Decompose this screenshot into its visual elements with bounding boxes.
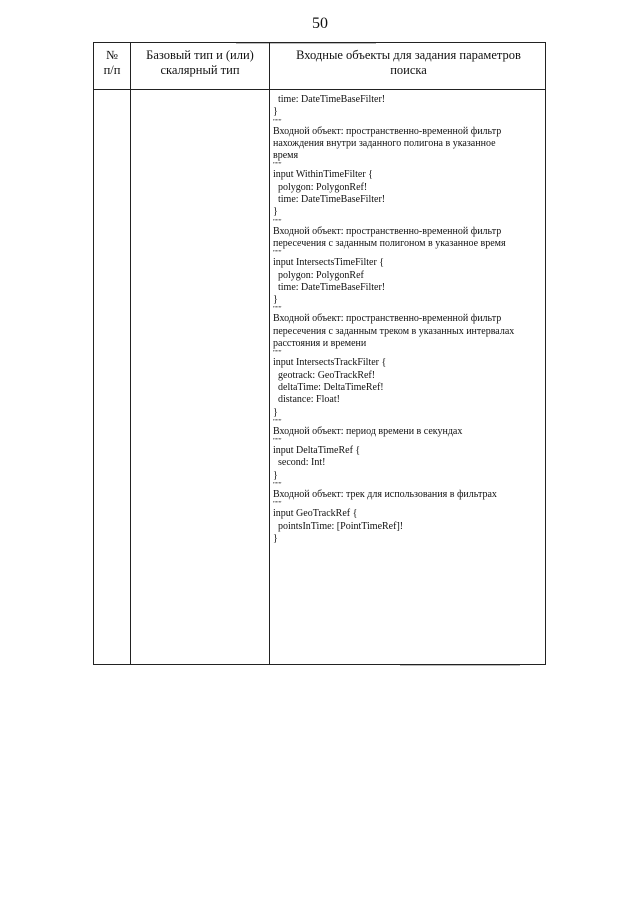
code-line: geotrack: GeoTrackRef! — [273, 369, 376, 381]
code-line: distance: Float! — [273, 394, 340, 406]
code-line: Входной объект: пространственно-временной фильтр — [273, 125, 502, 137]
header-base-type — [131, 48, 269, 78]
code-line: input IntersectsTimeFilter { — [273, 257, 385, 269]
document-table — [93, 42, 546, 665]
code-line: """ — [273, 161, 282, 170]
code-line: """ — [273, 437, 282, 446]
code-line: """ — [273, 217, 282, 226]
code-line: second: Int! — [273, 457, 326, 469]
header-number-line1: № — [106, 48, 118, 62]
code-line: """ — [273, 500, 282, 509]
code-line: """ — [273, 349, 282, 358]
header-input-objects-line2: поиска — [390, 63, 427, 77]
code-line: } — [273, 532, 278, 544]
code-line: Входной объект: период времени в секундах — [273, 425, 463, 437]
code-line: """ — [273, 117, 282, 126]
code-line: } — [273, 206, 278, 218]
code-line: time: DateTimeBaseFilter! — [273, 281, 386, 293]
code-line: Входной объект: трек для использования в фильтрах — [273, 489, 497, 501]
header-divider — [94, 89, 545, 90]
header-input-objects-line1: Входные объекты для задания параметров — [296, 48, 521, 62]
code-line: time: DateTimeBaseFilter! — [273, 94, 386, 105]
code-line: pointsInTime: [PointTimeRef]! — [273, 520, 404, 532]
column-divider — [269, 43, 270, 664]
code-line: Входной объект: пространственно-временной фильтр — [273, 313, 502, 325]
header-number-line2: п/п — [103, 63, 121, 77]
code-line: } — [273, 106, 278, 118]
code-line: } — [273, 406, 278, 418]
code-line: time: DateTimeBaseFilter! — [273, 194, 386, 206]
code-line: нахождения внутри заданного полигона в указанное — [273, 137, 496, 149]
code-line: } — [273, 294, 278, 306]
header-base-type-line1: Базовый тип и (или) — [146, 48, 254, 62]
code-line: Входной объект: пространственно-временной фильтр — [273, 225, 502, 237]
code-line: polygon: PolygonRef — [273, 269, 364, 281]
header-number — [94, 48, 130, 78]
code-line: input GeoTrackRef { — [273, 508, 358, 520]
code-line: пересечения с заданным треком в указанных интервалах — [273, 325, 515, 337]
code-line: """ — [273, 417, 282, 426]
code-line: input IntersectsTrackFilter { — [273, 357, 387, 369]
header-base-type-line2: скалярный тип — [160, 63, 240, 77]
page-number: 50 — [312, 15, 328, 32]
input-objects-cell — [273, 94, 543, 545]
code-line: input DeltaTimeRef { — [273, 445, 361, 457]
column-divider — [130, 43, 131, 664]
code-line: polygon: PolygonRef! — [273, 181, 368, 193]
scan-artifact — [400, 665, 520, 666]
header-input-objects — [270, 48, 547, 78]
code-line: """ — [273, 305, 282, 314]
code-line: deltaTime: DeltaTimeRef! — [273, 381, 384, 393]
code-line: расстояния и времени — [273, 338, 367, 350]
code-line: } — [273, 469, 278, 481]
code-line: пересечения с заданным полигоном в указанное время — [273, 237, 506, 249]
code-line: время — [273, 150, 299, 162]
code-line: """ — [273, 481, 282, 490]
code-line: """ — [273, 249, 282, 258]
code-line: input WithinTimeFilter { — [273, 169, 373, 181]
